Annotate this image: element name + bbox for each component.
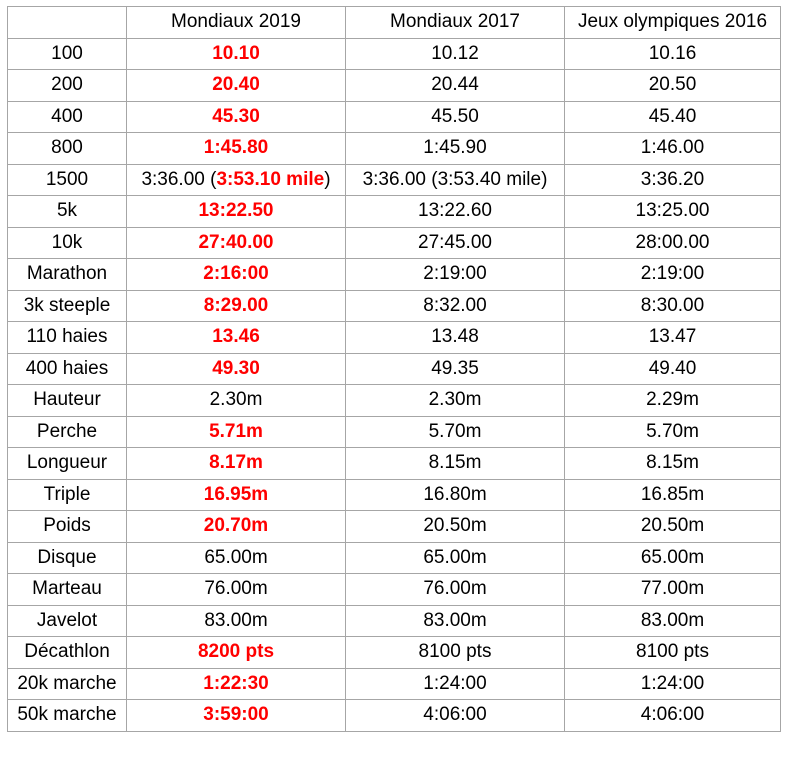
- mondiaux-2019-cell: [127, 637, 346, 669]
- mondiaux-2019-cell: [127, 259, 346, 291]
- event-cell: 110 haies: [8, 322, 127, 354]
- event-cell: 200: [8, 70, 127, 102]
- jeux-olympiques-2016-cell: 1:24:00: [565, 668, 781, 700]
- mondiaux-2017-cell: 49.35: [346, 353, 565, 385]
- jeux-olympiques-2016-cell: 45.40: [565, 101, 781, 133]
- jeux-olympiques-2016-cell: 1:46.00: [565, 133, 781, 165]
- mondiaux-2019-cell: [127, 385, 346, 417]
- mondiaux-2017-cell: 76.00m: [346, 574, 565, 606]
- new-standard-text: 16.95m: [203, 483, 269, 505]
- mondiaux-2017-cell: 3:36.00 (3:53.40 mile): [346, 164, 565, 196]
- new-standard-text: 20.70m: [203, 515, 269, 537]
- standard-text: 65.00m: [204, 546, 268, 568]
- table-row: [8, 259, 781, 291]
- mondiaux-2019-cell: [127, 227, 346, 259]
- new-standard-text: 27:40.00: [198, 231, 274, 253]
- jeux-olympiques-2016-cell: 4:06:00: [565, 700, 781, 732]
- standard-text: 83.00m: [204, 609, 268, 631]
- table-row: [8, 574, 781, 606]
- mondiaux-2017-cell: 8:32.00: [346, 290, 565, 322]
- table-row: [8, 637, 781, 669]
- mondiaux-2019-cell: [127, 668, 346, 700]
- mondiaux-2019-cell: [127, 322, 346, 354]
- event-cell: 50k marche: [8, 700, 127, 732]
- table-row: [8, 164, 781, 196]
- event-cell: 3k steeple: [8, 290, 127, 322]
- new-standard-text: 10.10: [212, 42, 260, 64]
- jeux-olympiques-2016-cell: 13.47: [565, 322, 781, 354]
- standard-text: 3:36.00 (: [141, 168, 217, 190]
- table-row: [8, 511, 781, 543]
- table-body: [8, 38, 781, 731]
- new-standard-text: 45.30: [212, 105, 260, 127]
- table-row: [8, 70, 781, 102]
- new-standard-text: 8:29.00: [203, 294, 269, 316]
- new-standard-text: 5.71m: [209, 420, 263, 442]
- new-standard-text: 13:22.50: [198, 200, 274, 222]
- standard-suffix-text: ): [324, 168, 331, 190]
- mondiaux-2017-cell: 5.70m: [346, 416, 565, 448]
- table-row: [8, 700, 781, 732]
- mondiaux-2017-cell: 13:22.60: [346, 196, 565, 228]
- jeux-olympiques-2016-cell: 49.40: [565, 353, 781, 385]
- jeux-olympiques-2016-cell: 10.16: [565, 38, 781, 70]
- header-mondiaux-2019: Mondiaux 2019: [127, 7, 346, 39]
- jeux-olympiques-2016-cell: 5.70m: [565, 416, 781, 448]
- event-cell: Décathlon: [8, 637, 127, 669]
- mondiaux-2019-cell: [127, 542, 346, 574]
- event-cell: 400 haies: [8, 353, 127, 385]
- table-row: [8, 448, 781, 480]
- mondiaux-2019-cell: [127, 353, 346, 385]
- mondiaux-2019-cell: [127, 574, 346, 606]
- table-row: [8, 101, 781, 133]
- mondiaux-2017-cell: 83.00m: [346, 605, 565, 637]
- jeux-olympiques-2016-cell: 2.29m: [565, 385, 781, 417]
- table-row: [8, 322, 781, 354]
- new-standard-text: 49.30: [212, 357, 260, 379]
- mondiaux-2017-cell: 16.80m: [346, 479, 565, 511]
- header-row: [8, 7, 781, 39]
- event-cell: 1500: [8, 164, 127, 196]
- mondiaux-2019-cell: [127, 164, 346, 196]
- table-row: [8, 196, 781, 228]
- mondiaux-2017-cell: 1:24:00: [346, 668, 565, 700]
- new-standard-text: 8.17m: [209, 452, 263, 474]
- event-cell: Perche: [8, 416, 127, 448]
- jeux-olympiques-2016-cell: 65.00m: [565, 542, 781, 574]
- qualification-standards-table: [7, 6, 781, 732]
- table-row: [8, 605, 781, 637]
- jeux-olympiques-2016-cell: 8:30.00: [565, 290, 781, 322]
- mondiaux-2019-cell: [127, 700, 346, 732]
- jeux-olympiques-2016-cell: 8.15m: [565, 448, 781, 480]
- new-standard-text: 20.40: [212, 74, 260, 96]
- mondiaux-2019-cell: [127, 290, 346, 322]
- mondiaux-2017-cell: 13.48: [346, 322, 565, 354]
- jeux-olympiques-2016-cell: 83.00m: [565, 605, 781, 637]
- table-row: [8, 385, 781, 417]
- mondiaux-2019-cell: [127, 101, 346, 133]
- new-standard-text: 1:45.80: [203, 137, 269, 159]
- header-event: [8, 7, 127, 39]
- jeux-olympiques-2016-cell: 77.00m: [565, 574, 781, 606]
- jeux-olympiques-2016-cell: 28:00.00: [565, 227, 781, 259]
- event-cell: Disque: [8, 542, 127, 574]
- table-row: [8, 133, 781, 165]
- mondiaux-2019-cell: [127, 38, 346, 70]
- standard-text: 2.30m: [209, 389, 263, 411]
- event-cell: 100: [8, 38, 127, 70]
- mondiaux-2017-cell: 8.15m: [346, 448, 565, 480]
- mondiaux-2019-cell: [127, 448, 346, 480]
- event-cell: Poids: [8, 511, 127, 543]
- mondiaux-2017-cell: 2.30m: [346, 385, 565, 417]
- new-standard-text: 13.46: [212, 326, 260, 348]
- mondiaux-2017-cell: 4:06:00: [346, 700, 565, 732]
- jeux-olympiques-2016-cell: 3:36.20: [565, 164, 781, 196]
- event-cell: 5k: [8, 196, 127, 228]
- mondiaux-2017-cell: 2:19:00: [346, 259, 565, 291]
- new-standard-text: 3:59:00: [203, 704, 269, 726]
- jeux-olympiques-2016-cell: 20.50m: [565, 511, 781, 543]
- mondiaux-2017-cell: 45.50: [346, 101, 565, 133]
- header-mondiaux-2017: Mondiaux 2017: [346, 7, 565, 39]
- jeux-olympiques-2016-cell: 20.50: [565, 70, 781, 102]
- event-cell: Javelot: [8, 605, 127, 637]
- new-standard-text: 8200 pts: [197, 641, 275, 663]
- jeux-olympiques-2016-cell: 8100 pts: [565, 637, 781, 669]
- header-jeux-olympiques-2016: Jeux olympiques 2016: [565, 7, 781, 39]
- mondiaux-2017-cell: 27:45.00: [346, 227, 565, 259]
- mondiaux-2017-cell: 8100 pts: [346, 637, 565, 669]
- new-standard-text: 1:22:30: [203, 672, 269, 694]
- table-row: [8, 542, 781, 574]
- table-row: [8, 416, 781, 448]
- mondiaux-2019-cell: [127, 70, 346, 102]
- event-cell: Hauteur: [8, 385, 127, 417]
- mondiaux-2019-cell: [127, 605, 346, 637]
- table-row: [8, 353, 781, 385]
- standard-text: 76.00m: [204, 578, 268, 600]
- mondiaux-2019-cell: [127, 416, 346, 448]
- mondiaux-2017-cell: 1:45.90: [346, 133, 565, 165]
- mondiaux-2019-cell: [127, 133, 346, 165]
- mondiaux-2017-cell: 20.44: [346, 70, 565, 102]
- event-cell: Longueur: [8, 448, 127, 480]
- table-row: [8, 38, 781, 70]
- mondiaux-2019-cell: [127, 479, 346, 511]
- jeux-olympiques-2016-cell: 16.85m: [565, 479, 781, 511]
- jeux-olympiques-2016-cell: 13:25.00: [565, 196, 781, 228]
- table-row: [8, 290, 781, 322]
- mondiaux-2019-cell: [127, 196, 346, 228]
- event-cell: 800: [8, 133, 127, 165]
- mondiaux-2017-cell: 10.12: [346, 38, 565, 70]
- event-cell: Triple: [8, 479, 127, 511]
- new-standard-text: 2:16:00: [203, 263, 269, 285]
- mondiaux-2019-cell: [127, 511, 346, 543]
- event-cell: 10k: [8, 227, 127, 259]
- table-row: [8, 479, 781, 511]
- table-row: [8, 227, 781, 259]
- event-cell: Marteau: [8, 574, 127, 606]
- new-standard-text: 3:53.10 mile: [216, 168, 325, 190]
- event-cell: 20k marche: [8, 668, 127, 700]
- mondiaux-2017-cell: 65.00m: [346, 542, 565, 574]
- table-row: [8, 668, 781, 700]
- jeux-olympiques-2016-cell: 2:19:00: [565, 259, 781, 291]
- mondiaux-2017-cell: 20.50m: [346, 511, 565, 543]
- event-cell: Marathon: [8, 259, 127, 291]
- event-cell: 400: [8, 101, 127, 133]
